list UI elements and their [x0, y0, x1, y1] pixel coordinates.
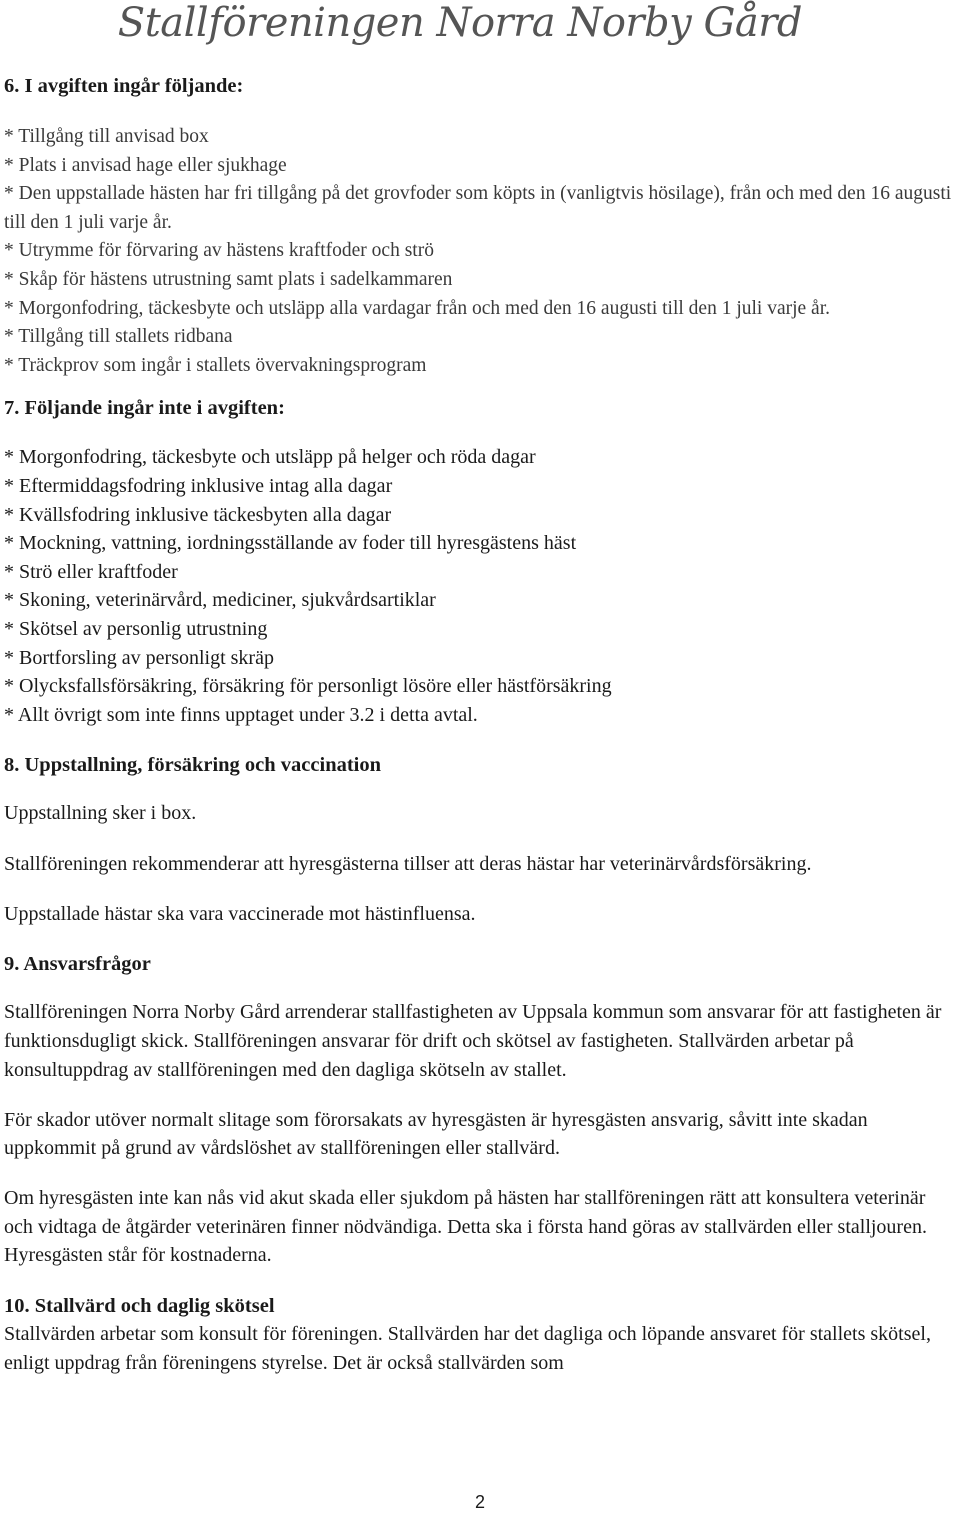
- list-item: * Olycksfallsförsäkring, försäkring för personligt lösöre eller hästförsäkring: [4, 675, 612, 698]
- list-item: * Eftermiddagsfodring inklusive intag alla dagar: [4, 474, 393, 497]
- section-6-heading: 6. I avgiften ingår följande:: [4, 75, 244, 97]
- list-item: * Bortforsling av personligt skräp: [4, 646, 274, 669]
- list-item: * Den uppstallade hästen har fri tillgång på det grovfoder som köpts in (vanligtvis hösilage), från och med den 16 augusti till den 1 juli varje år.: [4, 183, 952, 233]
- list-item: * Morgonfodring, täckesbyte och utsläpp på helger och röda dagar: [4, 446, 536, 469]
- list-item: * Skötsel av personlig utrustning: [4, 617, 268, 640]
- section-7-heading: 7. Följande ingår inte i avgiften:: [4, 397, 285, 420]
- list-item: * Allt övrigt som inte finns upptaget under 3.2 i detta avtal.: [4, 703, 478, 726]
- section-8-paragraph: Uppstallning sker i box.: [4, 802, 197, 825]
- section-10-paragraph: Stallvärden arbetar som konsult för föreningen. Stallvärden har det dagliga och löpande ansvaret för stallets skötsel, enligt uppdrag från föreningens styrelse. Det är också stallvärden som: [4, 1323, 931, 1374]
- list-item: * Utrymme för förvaring av hästens kraftfoder och strö: [4, 240, 434, 262]
- section-9-paragraph: Stallföreningen Norra Norby Gård arrenderar stallfastigheten av Uppsala kommun som ansvarar för att fastigheten är funktionsdugligt skick. Stallföreningen ansvarar för drift och skötsel av fastigheten. Stallvärden arbetar på konsultuppdrag av stallföreningen med den dagliga skötseln av stallet.: [4, 1001, 942, 1081]
- document-header-title: Stallföreningen Norra Norby Gård: [117, 0, 802, 46]
- list-item: * Tillgång till anvisad box: [4, 126, 209, 147]
- list-item: * Skoning, veterinärvård, mediciner, sjukvårdsartiklar: [4, 589, 436, 612]
- list-item: * Tillgång till stallets ridbana: [4, 326, 233, 348]
- list-item: * Strö eller kraftfoder: [4, 560, 178, 583]
- list-item: * Kvällsfodring inklusive täckesbyten alla dagar: [4, 503, 392, 526]
- list-item: * Plats i anvisad hage eller sjukhage: [4, 154, 287, 176]
- section-7-list: [4, 443, 956, 729]
- section-8-heading: 8. Uppstallning, försäkring och vaccination: [4, 754, 382, 777]
- list-item: * Träckprov som ingår i stallets övervakningsprogram: [4, 354, 427, 376]
- page-number: 2: [474, 1492, 485, 1512]
- section-9-paragraph: Om hyresgästen inte kan nås vid akut skada eller sjukdom på hästen har stallföreningen rätt att konsultera veterinär och vidtaga de åtgärder veterinären finner nödvändiga. Detta ska i första hand göras av stallvärden eller stalljouren. Hyresgästen står för kostnaderna.: [4, 1186, 927, 1267]
- list-item: * Skåp för hästens utrustning samt plats i sadelkammaren: [4, 268, 453, 290]
- section-9-paragraph: För skador utöver normalt slitage som förorsakats av hyresgästen är hyresgästen ansvarig, såvitt inte skadan uppkommit på grund av vårdslöshet av stallföreningen eller stallvärd.: [4, 1108, 868, 1160]
- section-8-paragraph: Uppstallade hästar ska vara vaccinerade mot hästinfluensa.: [4, 902, 476, 925]
- section-6-list: [4, 123, 956, 380]
- list-item: * Mockning, vattning, iordningsställande av foder till hyresgästens häst: [4, 532, 577, 555]
- section-8-paragraph: Stallföreningen rekommenderar att hyresgästerna tillser att deras hästar har veterinärvårdsförsäkring.: [4, 852, 812, 875]
- section-9-heading: 9. Ansvarsfrågor: [4, 953, 151, 976]
- document-body: [4, 72, 956, 1377]
- list-item: * Morgonfodring, täckesbyte och utsläpp alla vardagar från och med den 16 augusti till den 1 juli varje år.: [4, 297, 830, 319]
- section-10-heading: 10. Stallvärd och daglig skötsel: [4, 1295, 275, 1318]
